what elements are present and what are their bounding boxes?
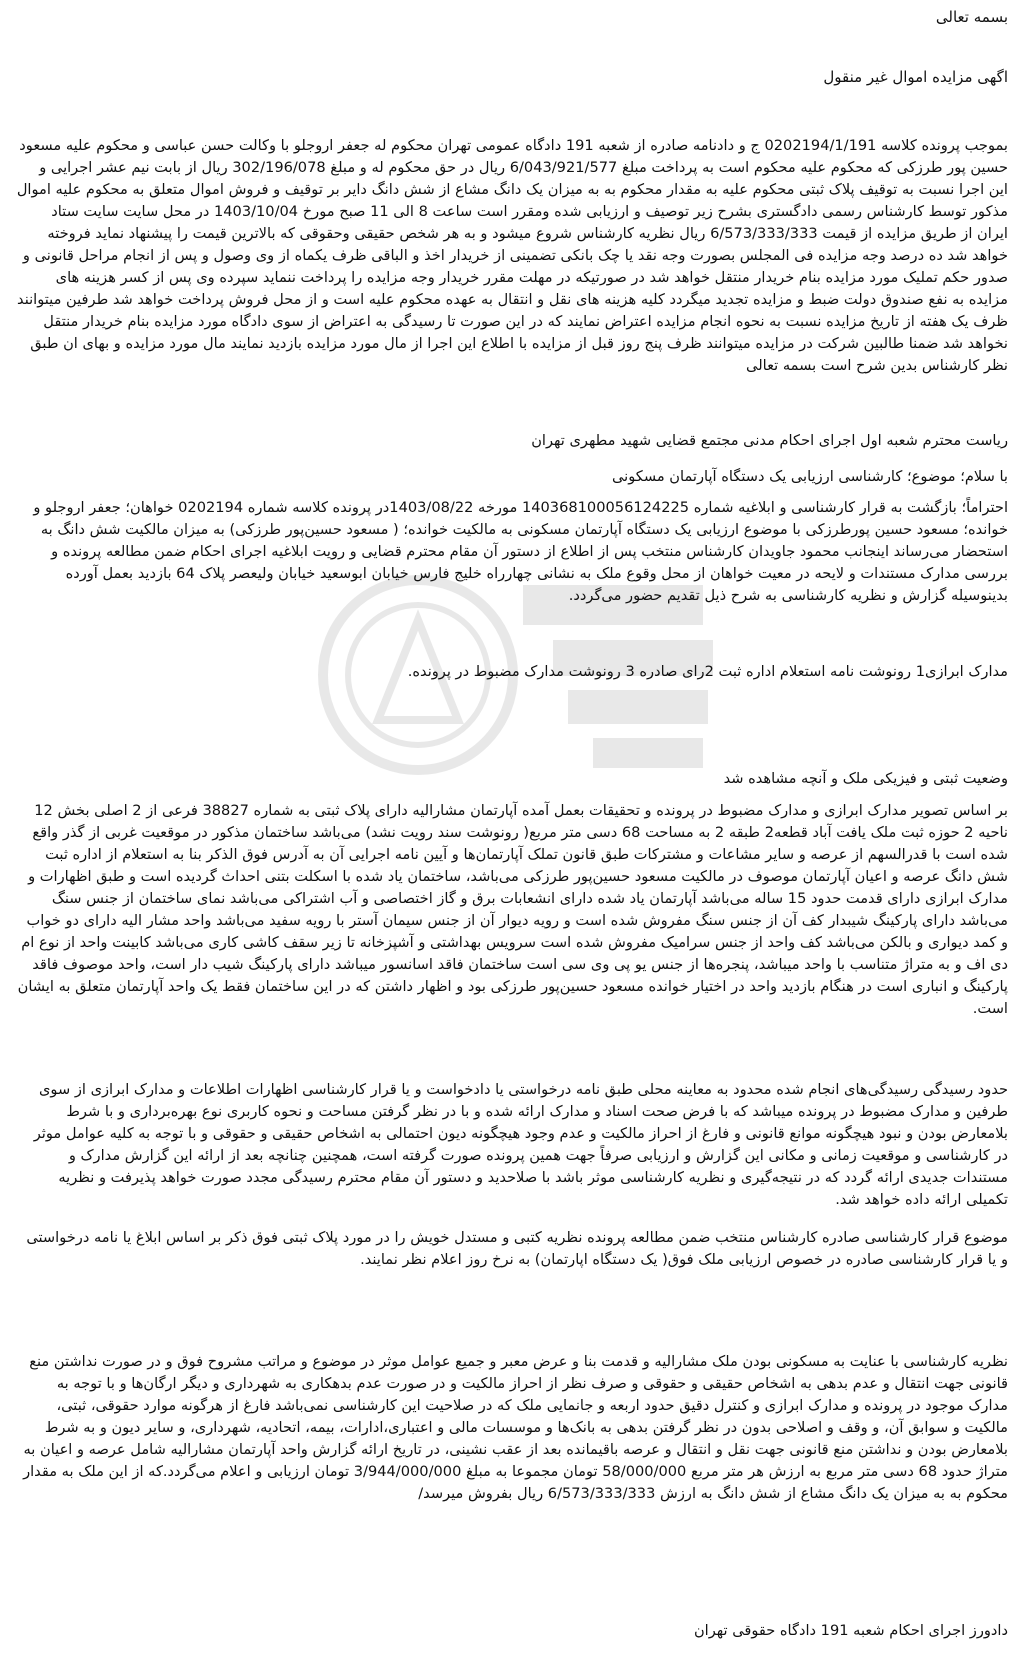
report-intro-paragraph: احتراماً؛ بازگشت به قرار کارشناسی و ابلاغیه شماره 140368100056124225 مورخه 1403/08/22در پرونده کلاسه شماره 0202194 خواهان؛ جعفر اروجلو و خوانده؛ مسعود حسین پورطرزکی با موضوع ارزیابی یک دستگاه آپارتمان مسکونی به مالکیت خوانده؛ ( مسعود حسین‌پور طرزکی) به میزان مالکیت شش دانگ به استحضار می‌رساند اینجانب محمود جاویدان کارشناس منتخب پس از اطلاع از دستور آن مقام محترم قضایی و رویت ابلاغیه اجرای احکام ضمن مطالعه پرونده و بررسی مدارک مستندات و لایحه در معیت خواهان از محل وقوع ملک به نشانی چهارراه خلیج فارس خیابان ابوسعید خیابان ولیعصر پلاک 64 بازدید بعمل آورده بدینوسیله گزارش و نظریه کارشناسی به شرح ذیل تقدیم حضور می‌گردد. [33, 499, 1008, 604]
signature-line: دادورز اجرای احکام شعبه 191 دادگاه حقوقی تهران [693, 1622, 1008, 1639]
greeting-subject-line: با سلام؛ موضوع؛ کارشناسی ارزیابی یک دستگاه آپارتمان مسکونی [612, 468, 1008, 485]
expert-opinion-paragraph: نظریه کارشناسی با عنایت به مسکونی بودن ملک مشارالیه و قدمت بنا و عرض معبر و جمیع عوامل موثر در موضوع و مراتب مشروح فوق و در صورت نداشتن منع قانونی جهت انتقال و عدم بدهی به اشخاص حقیقی و حقوقی و صرف نظر از احراز مالکیت و در صورت عدم بدهکاری به شهرداری و دیگر ارگان‌ها و با توجه به مدارک موجود در پرونده و مدارک ابرازی و کنترل دقیق حدود اربعه و جانمایی ملک که در صلاحیت این کارشناسی نمی‌باشد فارغ از هرگونه موارد حقوقی، ثبتی، مالکیت و سوابق آن، و وقف و اصلاحی بدون در نظر گرفتن بدهی به بانک‌ها و موسسات مالی و اعتباری،ادارات، بیمه، اتحادیه، شهرداری، و سایر دیون و به شرط بلامعارض بودن و نداشتن منع قانونی جهت نقل و انتقال و عرصه باقیمانده بعد از عقب نشینی، در تاریخ ارائه گزارش واحد آپارتمان مشارالیه شامل عرصه و اعیان به متراژ حدود 68 دسی متر مربع به ارزش هر متر مربع 58/000/000 تومان مجموعا به مبلغ 3/944/000/000 تومان ارزیابی و اعلام می‌گردد.که از این ملک به مقدار محکوم به به میزان یک دانگ مشاع از شش دانگ به ارزش 6/573/333/333 ریال بفروش میرسد/ [23, 1353, 1008, 1502]
review-limits-paragraph: حدود رسیدگی رسیدگی‌های انجام شده محدود به معاینه محلی طبق نامه درخواستی یا دادخواست و یا قرار کارشناسی اظهارات اطلاعات و مدارک ابرازی از سوی طرفین و مدارک مضبوط در پرونده میباشد که با فرض صحت اسناد و مدارک ارائه شده و با در نظر گرفتن مساحت و نحوه کاربری نوع بهره‌برداری و با شرط بلامعارض بودن و نبود هیچگونه موانع قانونی و فارغ از احراز مالکیت و عدم وجود هیچگونه دیون احتمالی به اشخاص حقیقی و حقوقی و با توجه به کلیه عوامل موثر در کارشناسی و موقعیت زمانی و مکانی این گزارش و ارزیابی صرفاً جهت همین پرونده صورت گرفته است، همچنین چنانچه بعد از ارائه این گزارش مدارک و مستندات جدیدی ارائه گردد که در نتیجه‌گیری و نظریه کارشناسی موثر باشد با صلاحدید و دستور آن مقام محترم رسیدگی مجدد صورت خواهد پذیرفت و نظریه تکمیلی ارائه داده خواهد شد. [33, 1081, 1008, 1208]
property-status-heading: وضعیت ثبتی و فیزیکی ملک و آنچه مشاهده شد [723, 770, 1008, 787]
basmala-heading: بسمه تعالی [935, 8, 1008, 26]
auction-main-paragraph: بموجب پرونده کلاسه 0202194/1/191 ج و دادنامه صادره از شعبه 191 دادگاه عمومی تهران محکوم له جعفر اروجلو با وکالت حسن عباسی و محکوم علیه مسعود حسین پور طرزکی که محکوم علیه محکوم است به پرداخت مبلغ 6/043/921/577 ریال در حق محکوم له و مبلغ 302/196/078 ریال از بابت نیم عشر اجرایی و این اجرا نسبت به توقیف پلاک ثبتی محکوم علیه به مقدار محکوم به به میزان یک دانگ مشاع از شش دانگ دایر بر توقیف و فروش اموال متعلق به محکوم علیه اموال مذکور توسط کارشناس رسمی دادگستری بشرح زیر توصیف و ارزیابی شده ومقرر است ساعت 8 الی 11 صبح مورخ 1403/10/04 در محل سایت سایت ستاد ایران از طریق مزایده از قیمت 6/573/333/333 ریال نظریه کارشناس شروع میشود و به هر شخص حقیقی وحقوقی که بالاترین قیمت را پیشنهاد نماید فروخته خواهد شد ده درصد وجه مزایده فی المجلس بصورت وجه نقد یا چک بانکی تضمینی از خریدار اخذ و الباقی ظرف یکماه از وی وصول و پس از انجام مراحل قانونی و صدور حکم تملیک مورد مزایده بنام خریدار منتقل خواهد شد در صورتیکه در مهلت مقرر خریدار وجه مزایده را پرداخت ننماید سپرده وی پس از کسر هزینه های مزایده به نفع صندوق دولت ضبط و مزایده تجدید میگردد کلیه هزینه های نقل و انتقال به عهده محکوم علیه است و از محل فروش پرداخت خواهد شد طرفین میتوانند ظرف یک هفته از تاریخ مزایده نسبت به نحوه انجام مزایده اعتراض نمایند که در این صورت تا رسیدگی به اعتراض از سوی دادگاه مورد مزایده بنام خریدار منتقل نخواهد شد ضمنا طالبین شرکت در مزایده میتوانند ظرف پنج روز قبل از مزایده با اطلاع این اجرا از مال مورد مزایده بازدید نمایند مال مورد مزایده و بهای ان طبق نظر کارشناس بدین شرح است بسمه تعالی [16, 137, 1008, 374]
notice-title: اگهی مزایده اموال غیر منقول [823, 68, 1008, 86]
submitted-documents-line: مدارک ابرازی1 رونوشت نامه استعلام اداره ثبت 2رای صادره 3 رونوشت مدارک مضبوط در پرونده. [407, 663, 1008, 680]
addressee-line: ریاست محترم شعبه اول اجرای احکام مدنی مجتمع قضایی شهید مطهری تهران [531, 432, 1008, 449]
property-status-paragraph: بر اساس تصویر مدارک ابرازی و مدارک مضبوط در پرونده و تحقیقات بعمل آمده آپارتمان مشارالیه دارای پلاک ثبتی به شماره 38827 فرعی از 2 اصلی بخش 12 ناحیه 2 حوزه ثبت ملک یافت آباد قطعه2 طبقه 2 به مساحت 68 دسی متر مربع( رونوشت سند رویت نشد) می‌باشد ساختمان مذکور در موقعیت غربی از گذر واقع شده است با قدرالسهم از عرصه و سایر مشاعات و مشترکات طبق قانون تملک آپارتمان‌ها و آیین نامه اجرایی آن به آدرس فوق الذکر بنا به استعلام از اداره ثبت شش دانگ عرصه و اعیان آپارتمان موصوف در مالکیت مسعود حسین‌پور طرزکی می‌باشد، ساختمان یاد شده با اسکلت بتنی احداث گردیده است و طبق اظهارات و مدارک ابرازی دارای قدمت حدود 15 ساله می‌باشد آپارتمان یاد شده دارای انشعابات برق و گاز اختصاصی و آب اشتراکی می‌باشد نمای ساختمان از جنس سنگ می‌باشد دارای پارکینگ شیبدار کف آن از جنس سنگ مفروش شده است و رویه دیوار آن از جنس سیمان آستر با رویه سفید می‌باشد واحد مشار الیه دارای دو خواب و کمد دیواری و بالکن می‌باشد کف واحد از جنس سرامیک مفروش شده است سرویس بهداشتی و آشپزخانه تا زیر سقف کاشی کاری می‌باشد کابینت واحد از نوع ام دی اف و به متراژ متناسب با واحد میباشد، پنجره‌ها از جنس یو پی وی سی است ساختمان فاقد اسانسور میباشد دارای پارکینگ شیب دار است، واحد موصوف فاقد پارکینگ و انباری است در هنگام بازدید واحد در اختیار خوانده مسعود حسین‌پور طرزکی بود و اظهار داشتن که در این ساختمان فقط یک واحد آپارتمان متعلق به ایشان است. [17, 802, 1008, 1017]
assignment-subject-paragraph: موضوع قرار کارشناسی صادره کارشناس منتخب ضمن مطالعه پرونده نظریه کتبی و مستدل خویش را در مورد پلاک ثبتی فوق ذکر بر اساس ابلاغ یا نامه درخواستی و یا قرار کارشناسی صادره در خصوص ارزیابی ملک فوق( یک دستگاه اپارتمان) به نرخ روز اعلام نظر نمایند. [26, 1229, 1008, 1268]
